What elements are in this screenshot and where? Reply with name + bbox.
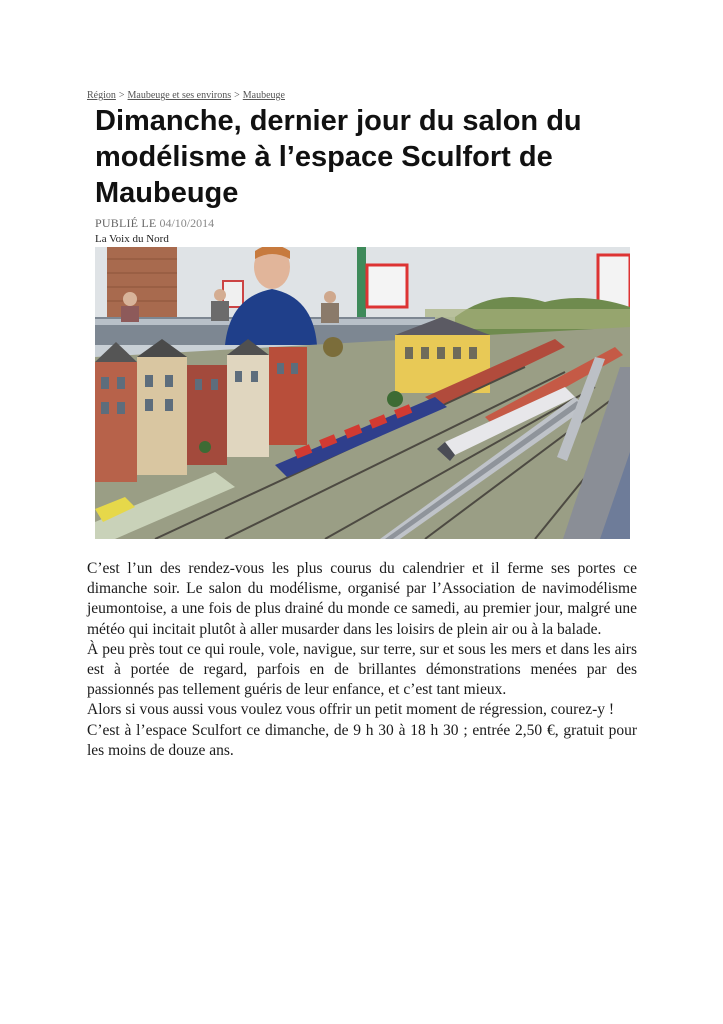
article-title: Dimanche, dernier jour du salon du modélisme à l’espace Sculfort de Maubeuge bbox=[95, 105, 582, 209]
published-date: 04/10/2014 bbox=[159, 216, 215, 230]
breadcrumb-separator: > bbox=[118, 90, 125, 101]
article-source: La Voix du Nord bbox=[95, 233, 169, 245]
article-paragraph: C’est à l’espace Sculfort ce dimanche, de 9 h 30 à 18 h 30 ; entrée 2,50 €, gratuit pour les moins de douze ans. bbox=[87, 721, 637, 759]
article-paragraph: C’est l’un des rendez-vous les plus courus du calendrier et il ferme ses portes ce dimanche soir. Le salon du modélisme, organisé par l’Association de navimodélisme jeumontoise, a une fois de plus drainé du monde ce samedi, au premier jour, malgré une météo qui incitait plutôt à aller musarder dans les loisirs de plein air ou à la balade. bbox=[87, 560, 637, 638]
breadcrumb-link-maubeuge-environs[interactable]: Maubeuge et ses environs bbox=[127, 90, 232, 101]
article-paragraph: À peu près tout ce qui roule, vole, navigue, sur terre, sur et sous les mers et dans les airs est à portée de regard, parfois en de brillantes démonstrations menées par des passionnés pas tellement guéris de leur enfance, et c’est tant mieux. bbox=[87, 640, 637, 699]
article-paragraph: Alors si vous aussi vous voulez vous offrir un petit moment de régression, courez-y ! bbox=[87, 701, 615, 719]
breadcrumb-link-maubeuge[interactable]: Maubeuge bbox=[242, 90, 285, 101]
breadcrumb bbox=[87, 90, 285, 101]
breadcrumb-link-region[interactable]: Région bbox=[87, 90, 116, 101]
published-label: PUBLIÉ LE bbox=[95, 216, 157, 230]
article-photo bbox=[95, 247, 630, 539]
article-body bbox=[87, 559, 637, 761]
breadcrumb-separator: > bbox=[234, 90, 240, 101]
publication-meta bbox=[95, 216, 214, 231]
